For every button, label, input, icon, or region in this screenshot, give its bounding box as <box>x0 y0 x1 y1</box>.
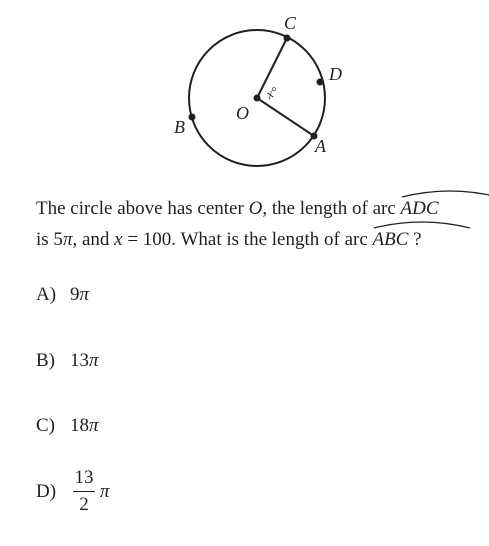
arc-abc: ABC <box>373 224 409 255</box>
label-a: A <box>315 136 326 156</box>
label-o: O <box>236 103 249 123</box>
choice-letter: A) <box>36 284 57 305</box>
choice-value: 13 <box>70 350 89 371</box>
choice-letter: C) <box>36 415 55 436</box>
label-b: B <box>174 117 185 137</box>
fraction-bar <box>73 491 95 492</box>
point-o <box>254 95 261 102</box>
arc-symbol <box>400 188 489 198</box>
choice-d[interactable]: D) 13 2 π <box>36 467 110 515</box>
numerator: 13 <box>74 467 94 488</box>
arc-adc: ADC <box>401 193 439 224</box>
choice-letter: B) <box>36 350 55 371</box>
denominator: 2 <box>79 494 89 515</box>
question-text: The circle above has center O, the length of arc ADC is 5π, and x = 100. What is the length of arc ABC ? <box>36 193 486 255</box>
point-c <box>284 35 291 42</box>
choice-b[interactable]: B) 13π <box>36 350 99 371</box>
choice-value: 18 <box>70 415 89 436</box>
center-variable: O <box>248 198 263 219</box>
choice-a[interactable]: A) 9π <box>36 284 90 305</box>
circle-figure <box>0 0 489 190</box>
label-d: D <box>329 64 342 84</box>
choice-value: 9 <box>70 284 80 305</box>
label-c: C <box>284 13 297 33</box>
arc-symbol <box>372 219 472 229</box>
choice-letter: D) <box>36 481 57 502</box>
fraction <box>73 466 95 517</box>
point-b <box>189 114 196 121</box>
radius-oa <box>257 98 314 136</box>
angle-label: x° <box>263 83 281 102</box>
point-d <box>317 79 324 86</box>
choice-c[interactable]: C) 18π <box>36 415 99 436</box>
x-variable: x <box>114 229 123 250</box>
